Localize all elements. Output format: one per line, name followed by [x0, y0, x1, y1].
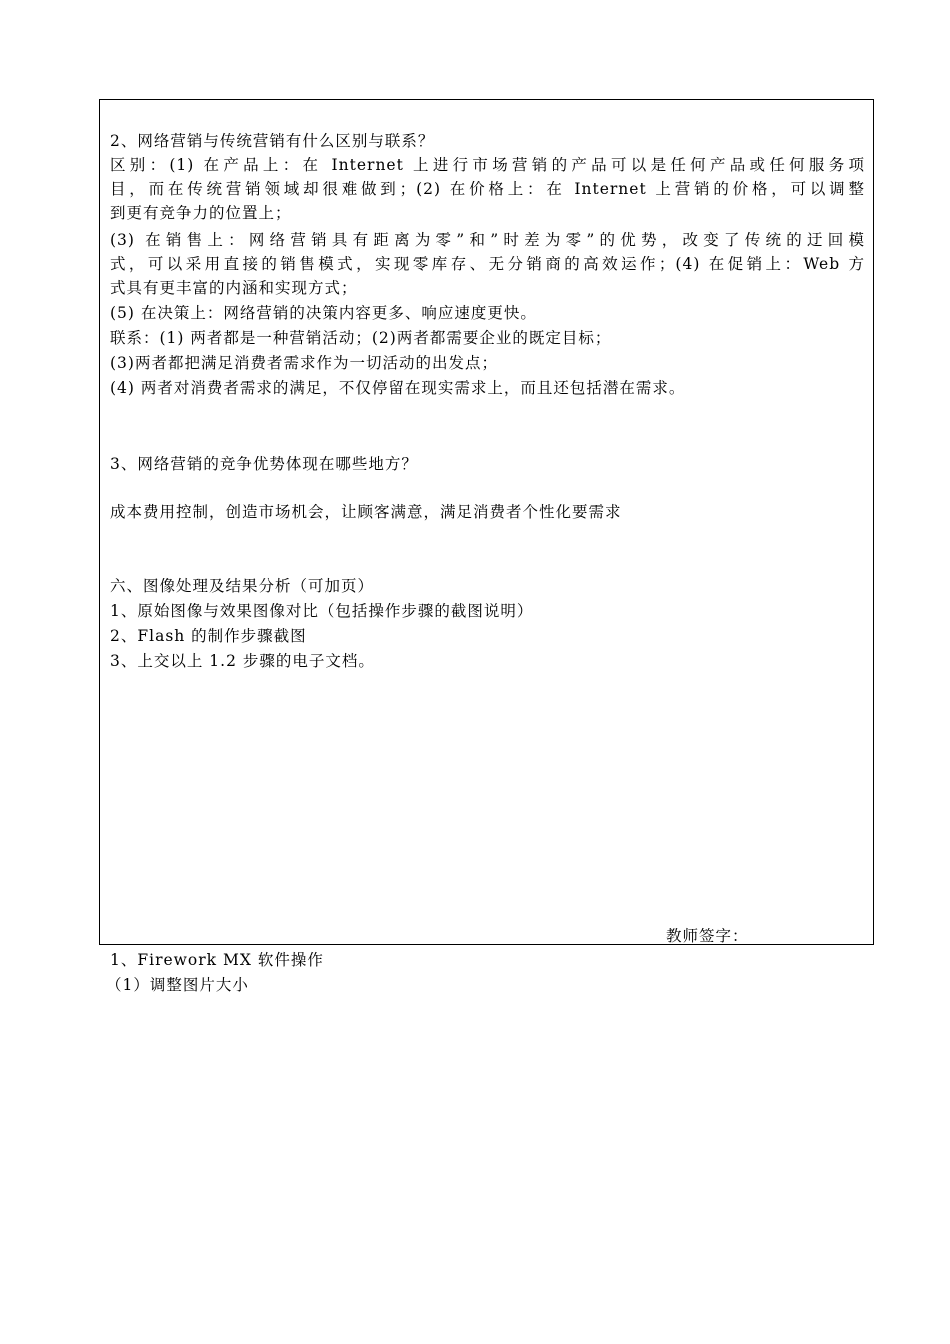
q2-line-3: 到更有竞争力的位置上；: [110, 204, 292, 222]
q2-line-10: (4) 两者对消费者需求的满足，不仅停留在现实需求上，而且还包括潜在需求。: [110, 379, 686, 397]
q2-line-9: (3)两者都把满足消费者需求作为一切活动的出发点；: [110, 354, 498, 372]
q2-line-2: 目，而在传统营销领域却很难做到；(2) 在价格上：在 Internet 上营销的价格，可以调整: [110, 180, 865, 198]
question-2-title: 2、网络营销与传统营销有什么区别与联系？: [110, 132, 435, 150]
firework-heading: 1、Firework MX 软件操作: [110, 951, 324, 969]
q2-line-6: 式具有更丰富的内涵和实现方式；: [110, 279, 358, 297]
resize-image-subheading: （1）调整图片大小: [106, 976, 249, 994]
question-3-title: 3、网络营销的竞争优势体现在哪些地方？: [110, 455, 418, 473]
section-6-item-2: 2、Flash 的制作步骤截图: [110, 627, 307, 645]
q2-line-5: 式，可以采用直接的销售模式，实现零库存、无分销商的高效运作；(4) 在促销上：Web 方: [110, 255, 865, 273]
question-3-answer: 成本费用控制，创造市场机会，让顾客满意，满足消费者个性化要需求: [110, 503, 622, 521]
q2-line-7: (5) 在决策上：网络营销的决策内容更多、响应速度更快。: [110, 304, 537, 322]
section-6-title: 六、图像处理及结果分析（可加页）: [110, 577, 375, 595]
q2-line-1: 区别：(1) 在产品上：在 Internet 上进行市场营销的产品可以是任何产品或任何服务项: [110, 156, 865, 174]
teacher-signature-label: 教师签字：: [666, 927, 749, 945]
section-6-item-1: 1、原始图像与效果图像对比（包括操作步骤的截图说明）: [110, 602, 534, 620]
q2-line-8: 联系：(1) 两者都是一种营销活动；(2)两者都需要企业的既定目标；: [110, 329, 612, 347]
q2-line-4: (3) 在销售上：网络营销具有距离为零”和”时差为零”的优势，改变了传统的迂回模: [110, 231, 865, 249]
section-6-item-3: 3、上交以上 1.2 步骤的电子文档。: [110, 652, 375, 670]
